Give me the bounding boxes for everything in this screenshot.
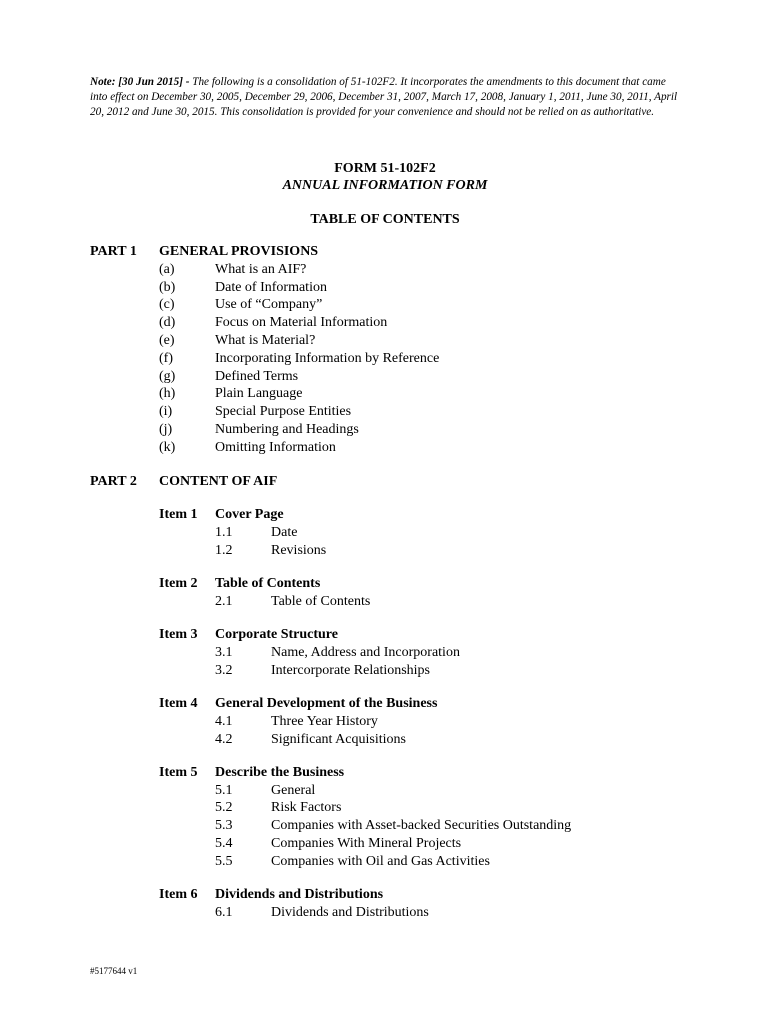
item-title: Table of Contents — [215, 575, 321, 591]
section-number: 5.4 — [215, 836, 233, 851]
section-title: Dividends and Distributions — [271, 904, 429, 920]
toc-entry-text: What is Material? — [215, 333, 316, 348]
item-label: Item 3 — [159, 627, 198, 642]
item-label: Item 2 — [159, 575, 198, 591]
section-number: 5.2 — [215, 800, 233, 816]
toc-heading: TABLE OF CONTENTS — [310, 212, 460, 227]
item-label: Item 5 — [159, 764, 198, 780]
toc-entry-letter: (g) — [159, 368, 176, 384]
note-prefix: Note: [30 Jun 2015] - — [90, 76, 190, 88]
toc-entry-text: Special Purpose Entities — [215, 404, 352, 420]
section-title: Companies With Mineral Projects — [271, 836, 462, 851]
part-label: PART 2 — [90, 474, 137, 489]
form-subtitle: ANNUAL INFORMATION FORM — [282, 178, 488, 193]
section-title: Table of Contents — [271, 593, 371, 609]
section-number: 3.1 — [215, 644, 233, 660]
section-number: 1.1 — [215, 524, 233, 540]
toc-entry-text: Use of “Company” — [215, 297, 323, 313]
toc-entry-letter: (k) — [159, 439, 176, 455]
toc-entry-letter: (j) — [159, 422, 173, 437]
section-title: Three Year History — [271, 713, 378, 729]
toc-entry-letter: (a) — [159, 261, 175, 277]
section-title: Intercorporate Relationships — [271, 662, 431, 678]
toc-entry-letter: (e) — [159, 333, 175, 348]
consolidation-note — [90, 75, 680, 120]
section-number: 1.2 — [215, 542, 233, 558]
section-title: Name, Address and Incorporation — [271, 644, 460, 660]
item-title: Dividends and Distributions — [215, 887, 384, 903]
toc-entry-text: Incorporating Information by Reference — [215, 350, 440, 366]
toc-entry-letter: (h) — [159, 386, 176, 402]
toc-entry-text: Numbering and Headings — [215, 422, 359, 437]
section-title: Revisions — [271, 542, 327, 558]
item-label: Item 1 — [159, 507, 198, 522]
section-title: Companies with Asset-backed Securities Outstanding — [271, 818, 572, 834]
toc-entry-letter: (i) — [159, 404, 173, 420]
form-title: FORM 51-102F2 — [334, 161, 436, 176]
section-number: 4.2 — [215, 731, 233, 747]
section-number: 5.1 — [215, 782, 233, 798]
part-label: PART 1 — [90, 244, 137, 259]
toc-entry-text: Defined Terms — [215, 368, 299, 384]
section-title: Companies with Oil and Gas Activities — [271, 853, 490, 869]
part-title: CONTENT OF AIF — [159, 474, 278, 489]
toc-entry-text: Plain Language — [215, 386, 303, 402]
item-label: Item 4 — [159, 695, 198, 711]
toc-entry-text: Focus on Material Information — [215, 315, 388, 331]
section-number: 4.1 — [215, 713, 233, 729]
toc-entry-letter: (d) — [159, 315, 176, 331]
toc-entry-letter: (c) — [159, 297, 175, 313]
toc-entry-text: What is an AIF? — [215, 261, 307, 277]
toc-entry-letter: (b) — [159, 279, 176, 295]
item-title: General Development of the Business — [215, 695, 438, 711]
toc-entry-text: Omitting Information — [215, 439, 336, 455]
section-number: 2.1 — [215, 593, 233, 609]
note-text: The following is a consolidation of 51-102F2. It incorporates the amendments to this document that came into effect on December 30, 2005, December 29, 2006, December 31, 2007, March 17, 2008, January 1, 2011, June 30, 2011, April 20, 2012 and June 30, 2015. This consolidation is provided for your convenience and should not be relied on as authoritative. — [90, 76, 678, 118]
section-number: 5.5 — [215, 853, 233, 869]
document-id: #5177644 v1 — [90, 966, 138, 976]
toc-entry-letter: (f) — [159, 350, 173, 366]
item-title: Describe the Business — [215, 764, 345, 780]
section-number: 6.1 — [215, 904, 233, 920]
section-title: General — [271, 782, 316, 798]
item-title: Cover Page — [215, 507, 284, 522]
section-title: Significant Acquisitions — [271, 731, 406, 747]
item-title: Corporate Structure — [215, 627, 338, 642]
toc-entry-text: Date of Information — [215, 279, 327, 295]
section-title: Date — [271, 524, 298, 540]
section-title: Risk Factors — [271, 800, 342, 816]
section-number: 5.3 — [215, 818, 233, 834]
section-number: 3.2 — [215, 662, 233, 678]
item-label: Item 6 — [159, 887, 198, 903]
part-title: GENERAL PROVISIONS — [159, 244, 319, 259]
